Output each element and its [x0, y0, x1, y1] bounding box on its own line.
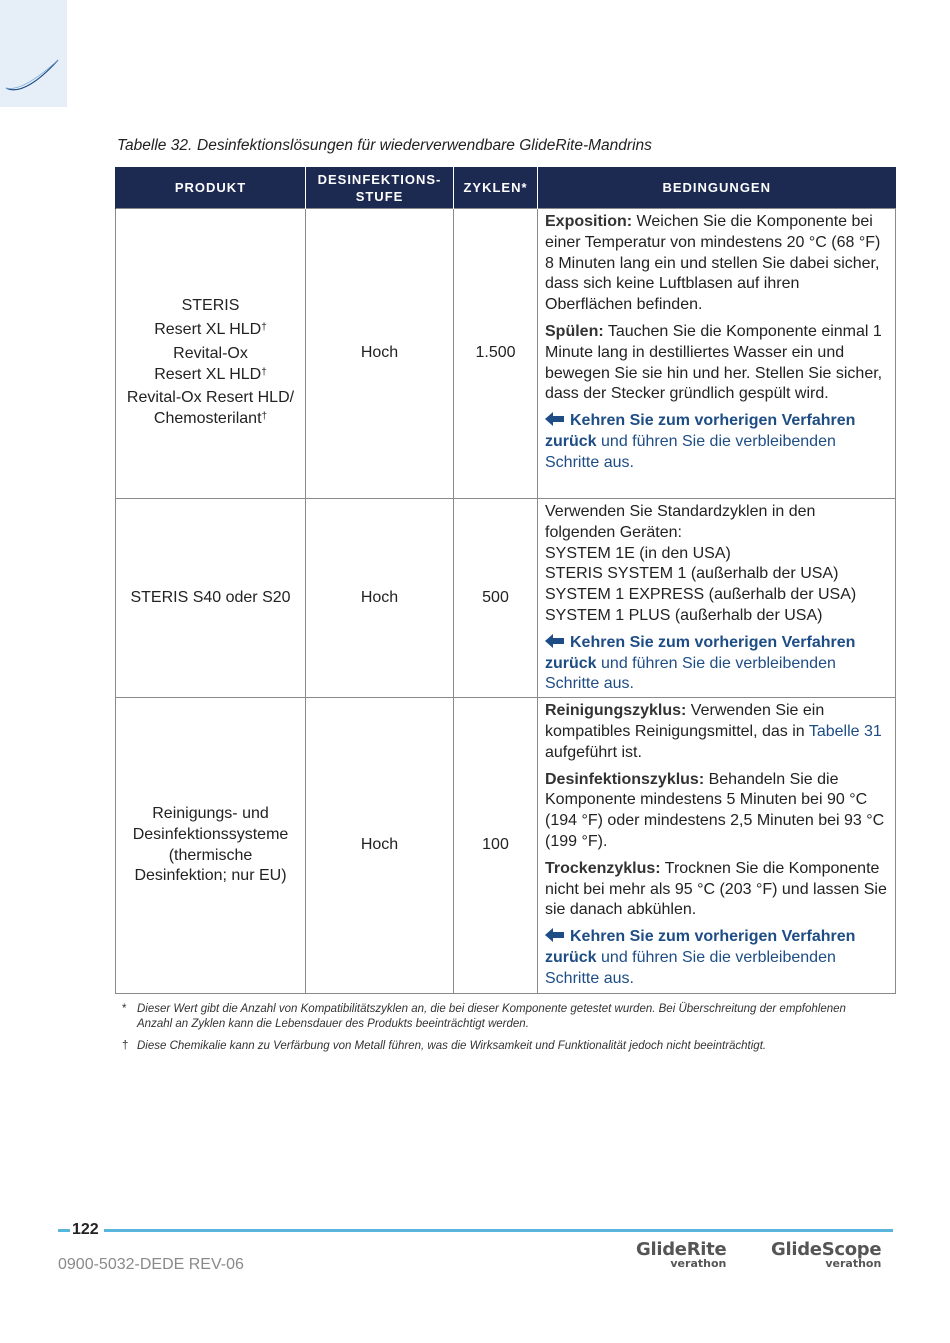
corner-tab-decoration — [0, 0, 67, 107]
cell-bedingungen — [538, 698, 896, 994]
condition-exposition: Exposition: Weichen Sie die Komponente bei einer Temperatur von mindestens 20 °C (68 °F) 8 Minuten lang ein und stellen Sie dabei sicher, dass sich keine Luftblasen auf ihren Oberflächen befinden. — [545, 213, 881, 314]
cell-produkt — [116, 209, 306, 499]
disinfection-table — [115, 167, 896, 994]
return-to-procedure-link[interactable]: Kehren Sie zum vorherigen Verfahren zurück und führen Sie die verbleibenden Schritte aus. — [545, 928, 856, 987]
gliderite-logo — [636, 1239, 726, 1270]
header-stufe-line2: STUFE — [355, 188, 404, 204]
footnote — [122, 1002, 882, 1032]
header-bedingungen: BEDINGUNGEN — [538, 167, 896, 209]
header-desinfektionsstufe — [306, 167, 454, 209]
product-line: Chemosterilant† — [153, 410, 268, 428]
table-caption-title: Desinfektionslösungen für wiederverwendbare GlideRite-Mandrins — [197, 137, 652, 154]
stylet-curve-icon — [0, 50, 67, 100]
cell-zyklen: 500 — [454, 499, 538, 698]
condition-desinfektionszyklus: Desinfektionszyklus: Behandeln Sie die Komponente mindestens 5 Minuten bei 90 °C (194 °F) oder mindestens 2,5 Minuten bei 93 °C (199 °F). — [545, 770, 885, 850]
condition-reinigungszyklus: Reinigungszyklus: Verwenden Sie ein kompatibles Reinigungsmittel, das in Tabelle 31 aufgeführt ist. — [545, 702, 882, 761]
condition-standardzyklen: Verwenden Sie Standardzyklen in den folgenden Geräten: SYSTEM 1E (in den USA) STERIS SYSTEM 1 (außerhalb der USA) SYSTEM 1 EXPRESS (außerhalb der USA) SYSTEM 1 PLUS (außerhalb der USA) — [545, 503, 857, 624]
product-line: Resert XL HLD† — [154, 320, 267, 338]
footnote-mark: † — [122, 1040, 129, 1052]
logo-name: GlideRite — [636, 1239, 727, 1260]
product-line: Revital-Ox Resert HLD/ — [126, 389, 295, 407]
glidescope-logo — [771, 1239, 881, 1270]
product-line: Revital-Ox — [173, 344, 248, 362]
cell-stufe: Hoch — [306, 499, 454, 698]
footer-rule-left — [58, 1229, 70, 1232]
table-caption-number: Tabelle 32. — [117, 137, 193, 154]
cell-stufe: Hoch — [306, 698, 454, 994]
table-row — [116, 499, 896, 698]
product-line: STERIS — [181, 297, 240, 315]
table-header-row — [116, 167, 896, 209]
condition-spuelen: Spülen: Tauchen Sie die Komponente einmal 1 Minute lang in destilliertes Wasser ein und bewegen Sie sie hin und her. Stellen Sie sicher, dass der Stecker gründlich gespült wird. — [545, 322, 883, 403]
condition-trockenzyklus: Trockenzyklus: Trocknen Sie die Komponente nicht bei mehr als 95 °C (203 °F) und lassen Sie sie danach abkühlen. — [545, 859, 887, 919]
cell-bedingungen — [538, 499, 896, 698]
cell-bedingungen — [538, 209, 896, 499]
back-arrow-icon — [545, 928, 564, 942]
back-arrow-icon — [545, 634, 564, 648]
logo-sub: verathon — [825, 1257, 882, 1270]
cell-produkt: Reinigungs- und Desinfektionssysteme (thermische Desinfektion; nur EU) — [116, 698, 306, 994]
return-to-procedure-link[interactable]: Kehren Sie zum vorherigen Verfahren zurück und führen Sie die verbleibenden Schritte aus. — [545, 412, 856, 471]
cell-stufe: Hoch — [306, 209, 454, 499]
header-produkt: PRODUKT — [116, 167, 306, 209]
table-row — [116, 698, 896, 994]
product-line: Resert XL HLD† — [154, 365, 267, 383]
page-number: 122 — [72, 1221, 99, 1238]
document-id: 0900-5032-DEDE REV-06 — [58, 1256, 244, 1273]
footnote — [122, 1039, 882, 1054]
footnote-text: Dieser Wert gibt die Anzahl von Kompatibilitätszyklen an, die bei dieser Komponente getestet wurden. Bei Überschreitung der empfohlenen Anzahl an Zyklen kann die Lebensdauer des Produkts beeinträchtigt werden. — [137, 1003, 846, 1030]
back-arrow-icon — [545, 412, 564, 426]
table-caption — [117, 137, 652, 155]
cell-produkt: STERIS S40 oder S20 — [116, 499, 306, 698]
logo-name: GlideScope — [771, 1239, 882, 1260]
cell-zyklen: 100 — [454, 698, 538, 994]
footnotes — [122, 1002, 882, 1061]
return-to-procedure-link[interactable]: Kehren Sie zum vorherigen Verfahren zurück und führen Sie die verbleibenden Schritte aus. — [545, 633, 856, 693]
header-zyklen: ZYKLEN* — [454, 167, 538, 209]
footnote-mark: * — [122, 1003, 127, 1015]
table-31-link[interactable]: Tabelle 31 — [808, 722, 882, 740]
table-row — [116, 209, 896, 499]
logo-sub: verathon — [670, 1257, 727, 1270]
footnote-text: Diese Chemikalie kann zu Verfärbung von Metall führen, was die Wirksamkeit und Funktionalität jedoch nicht beeinträchtigt. — [137, 1040, 767, 1052]
cell-zyklen: 1.500 — [454, 209, 538, 499]
footer-rule-right — [104, 1229, 893, 1232]
header-stufe-line1: DESINFEKTIONS- — [317, 171, 442, 187]
